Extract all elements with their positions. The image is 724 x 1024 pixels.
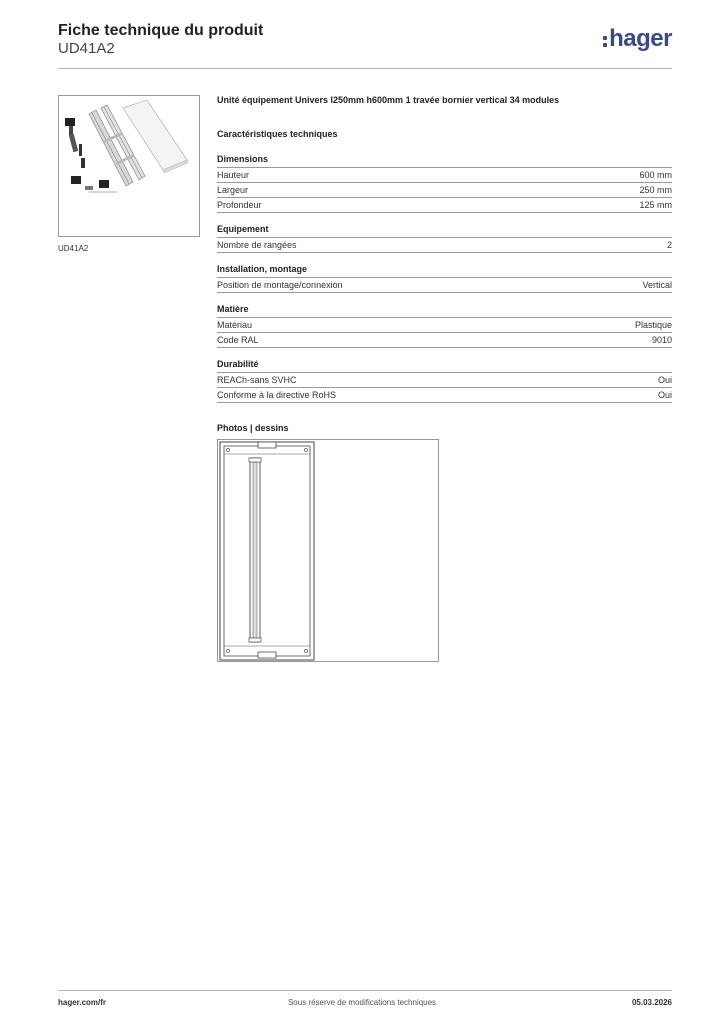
- group-title: Durabilité: [217, 359, 259, 369]
- spec-value: Oui: [657, 375, 672, 385]
- group-divider: [217, 212, 672, 213]
- product-photo: [58, 95, 200, 237]
- group-divider: [217, 252, 672, 253]
- spec-row: [217, 277, 672, 292]
- spec-label: Hauteur: [217, 170, 250, 180]
- spec-group-matiere: [217, 304, 672, 348]
- group-title: Dimensions: [217, 154, 269, 164]
- document-title: Fiche technique du produit: [58, 22, 264, 39]
- group-divider: [217, 402, 672, 403]
- hager-logo: [603, 26, 672, 52]
- spec-group-installation: [217, 264, 672, 293]
- spec-row: [217, 317, 672, 332]
- spec-value: Plastique: [634, 320, 672, 330]
- spec-value: 9010: [651, 335, 672, 345]
- spec-label: Matériau: [217, 320, 253, 330]
- spec-group-dimensions: [217, 154, 672, 213]
- spec-value: 2: [666, 240, 672, 250]
- spec-row: [217, 167, 672, 182]
- spec-row: [217, 182, 672, 197]
- spec-row: [217, 332, 672, 347]
- footer-website: hager.com/fr: [58, 998, 107, 1007]
- spec-label: Code RAL: [217, 335, 259, 345]
- technical-drawing: [217, 439, 439, 662]
- product-photo-illustration: [59, 96, 199, 236]
- group-divider: [217, 292, 672, 293]
- header-divider: [58, 68, 672, 69]
- photos-heading: Photos | dessins: [217, 423, 289, 433]
- spec-value: 125 mm: [639, 200, 672, 210]
- photo-caption: UD41A2: [58, 244, 89, 253]
- spec-label: Nombre de rangées: [217, 240, 297, 250]
- spec-row: [217, 372, 672, 387]
- spec-label: Largeur: [217, 185, 249, 195]
- product-description: Unité équipement Univers l250mm h600mm 1 travée bornier vertical 34 modules: [217, 95, 560, 105]
- spec-label: REACh-sans SVHC: [217, 375, 297, 385]
- spec-row: [217, 197, 672, 212]
- tech-specs-heading: Caractéristiques techniques: [217, 129, 338, 139]
- spec-row: [217, 237, 672, 252]
- spec-group-equipement: [217, 224, 672, 253]
- spec-value: Oui: [657, 390, 672, 400]
- spec-value: 600 mm: [639, 170, 672, 180]
- spec-content: [217, 95, 672, 437]
- spec-label: Position de montage/connexion: [217, 280, 343, 290]
- spec-group-durabilite: [217, 359, 672, 403]
- spec-row: [217, 387, 672, 402]
- logo-text: hager: [609, 25, 672, 52]
- group-title: Installation, montage: [217, 264, 308, 274]
- page-header: [58, 22, 672, 70]
- group-title: Matière: [217, 304, 249, 314]
- logo-dots-icon: [603, 36, 607, 47]
- footer-notice: Sous réserve de modifications techniques: [287, 998, 437, 1007]
- spec-value: 250 mm: [639, 185, 672, 195]
- spec-label: Conforme à la directive RoHS: [217, 390, 337, 400]
- spec-value: Vertical: [642, 280, 672, 290]
- spec-label: Profondeur: [217, 200, 262, 210]
- footer-divider: [58, 990, 672, 991]
- product-code: UD41A2: [58, 40, 115, 57]
- technical-drawing-illustration: [218, 440, 438, 661]
- footer-date: 05.03.2026: [631, 998, 672, 1007]
- group-title: Equipement: [217, 224, 269, 234]
- group-divider: [217, 347, 672, 348]
